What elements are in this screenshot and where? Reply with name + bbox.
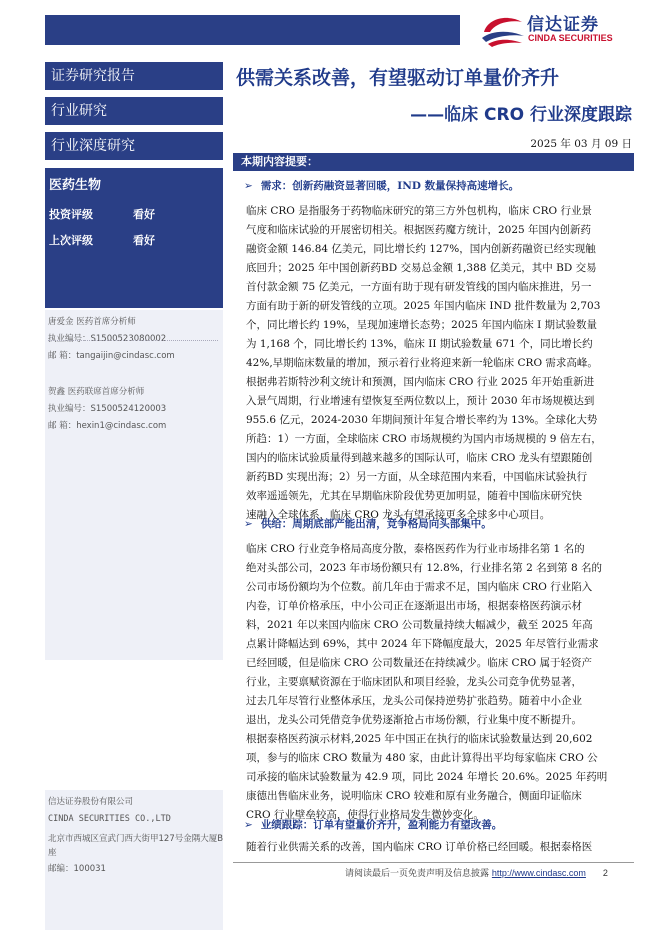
prev-rating-row — [49, 232, 155, 248]
para-line: 临床 CRO 是指服务于药物临床研究的第三方外包机构，临床 CRO 行业景 — [246, 205, 592, 217]
page-number: 2 — [602, 868, 608, 878]
divider — [48, 340, 218, 341]
rating-row — [49, 206, 155, 222]
para-line: 首付款金额 75 亿美元，一方面有助于现有研发管线的国内临床推进，另一 — [246, 281, 592, 293]
para-line: 司承接的临床试验数量为 42.9 项，同比 2024 年增长 20.6%。2025 年药明 — [246, 771, 608, 783]
para-line: 方面有助于新的研发管线的立项。2025 年国内临床 IND 批件数量为 2,703 — [246, 300, 601, 312]
para-line: 绝对头部公司，2023 年市场份额只有 12.8%，行业排名第 2 名到第 8 名的 — [246, 562, 602, 574]
para-line: 所趋：1）一方面，全球临床 CRO 市场规模约为国内市场规模的 9 倍左右， — [246, 433, 602, 445]
para-line: 国内的临床试验质量得到越来越多的国际认可，临床 CRO 龙头有望跟随创 — [246, 452, 593, 464]
para-line: 入景气周期，行业增速有望恢复至两位数以上，预计 2030 年市场规模达到 — [246, 395, 595, 407]
para-line: 行业，主要禀赋资源在于临床团队和项目经验，龙头公司竞争优势显著， — [246, 676, 582, 688]
rating-value: 看好 — [133, 208, 155, 221]
section-header: 本期内容提要： — [233, 153, 634, 171]
para-line: 955.6 亿元，2024-2030 年期间预计年复合增长率约为 13%。全球化大势 — [246, 414, 598, 426]
brand-name-en: CINDA SECURITIES — [528, 33, 613, 43]
analyst-panel — [45, 310, 223, 660]
para-line: 过去几年尽管行业整体承压，龙头公司保持逆势扩张趋势。随着中小企业 — [246, 695, 582, 707]
sector-name: 医药生物 — [49, 178, 102, 193]
paragraph — [246, 540, 630, 825]
prev-rating-value: 看好 — [133, 234, 155, 247]
analyst-email[interactable]: 邮 箱：tangaijin@cindasc.com — [48, 351, 175, 361]
footer-link[interactable]: http://www.cindasc.com — [491, 868, 586, 878]
footer-disclaimer: 请阅读最后一页免责声明及信息披露 — [345, 869, 490, 879]
para-line: 根据泰格医药演示材料,2025 年中国正在执行的临床试验数量达到 20,602 — [246, 733, 593, 745]
para-line: CRO 行业壁垒较高，使得行业格局发生微妙变化。 — [246, 809, 484, 821]
para-line: 临床 CRO 行业竞争格局高度分散，泰格医药作为行业市场排名第 1 名的 — [246, 543, 585, 555]
analyst-name: 唐爱金 医药首席分析师 — [48, 317, 136, 327]
para-line: 料，2021 年以来国内临床 CRO 公司数量持续大幅减少，截至 2025 年高 — [246, 619, 593, 631]
para-line: 已经回暖，但是临床 CRO 公司数量还在持续减少。临床 CRO 属于轻资产 — [246, 657, 592, 669]
para-line: 点累计降幅达到 69%，其中 2024 年下降幅度最大，2025 年尽管行业需求 — [246, 638, 599, 650]
company-name-cn: 信达证券股份有限公司 — [48, 797, 134, 807]
company-panel — [45, 790, 223, 930]
arrow-icon: ➢ — [244, 180, 253, 192]
para-line: 康德出售临床业务，说明临床 CRO 较难和原有业务融合，侧面印证临床 — [246, 790, 582, 802]
para-line: 效率遥遥领先，尤其在早期临床阶段优势更加明显，随着中国临床研究快 — [246, 490, 582, 502]
para-line: 新药BD 实现出海；2）另一方面，从全球范围内来看，中国临床试验执行 — [246, 471, 588, 483]
para-line: 42%,早期临床数量的增加，预示着行业将迎来新一轮临床 CRO 需求高峰。 — [246, 357, 598, 369]
report-title: 供需关系改善，有望驱动订单量价齐升 — [236, 67, 560, 89]
arrow-icon: ➢ — [244, 518, 253, 530]
company-name-en: CINDA SECURITIES CO.,LTD — [48, 814, 171, 824]
para-line: 公司市场份额均为个位数。前几年由于需求不足，国内临床 CRO 行业陷入 — [246, 581, 593, 593]
analyst-name: 贺鑫 医药联席首席分析师 — [48, 387, 145, 397]
header-banner — [45, 15, 460, 45]
subcategory-label: 行业深度研究 — [45, 132, 223, 160]
company-address: 北京市西城区宣武门西大街甲127号金隅大厦B — [48, 834, 224, 844]
bullet-heading-text: 业绩跟踪：订单有望量价齐升，盈利能力有望改善。 — [260, 819, 503, 831]
para-line: 底回升；2025 年中国创新药BD 交易总金额 1,388 亿美元，其中 BD 交易 — [246, 262, 597, 274]
footer-divider — [233, 862, 634, 863]
bullet-heading — [244, 178, 519, 193]
para-line: 融资金额 146.84 亿美元，同比增长约 127%，国内创新药融资已经实现触 — [246, 243, 596, 255]
report-date: 2025 年 03 月 09 日 — [530, 138, 632, 150]
analyst-email[interactable]: 邮 箱：hexin1@cindasc.com — [48, 421, 167, 431]
report-type-label: 证券研究报告 — [45, 62, 223, 90]
company-postcode: 邮编：100031 — [48, 864, 106, 874]
para-line: 项，参与的临床 CRO 数量为 480 家，由此计算得出平均每家临床 CRO 公 — [246, 752, 598, 764]
para-line: 速融入全球体系，临床 CRO 龙头有望承接更多全球多中心项目。 — [246, 509, 551, 521]
brand-name-cn: 信达证券 — [527, 15, 599, 35]
company-address-cont: 座 — [48, 848, 57, 858]
bullet-heading-text: 供给：周期底部产能出清，竞争格局向头部集中。 — [260, 518, 492, 530]
category-label: 行业研究 — [45, 97, 223, 125]
para-line: 气度和临床试验的开展密切相关。根据医药魔方统计，2025 年国内创新药 — [246, 224, 592, 236]
sidebar — [45, 62, 223, 915]
para-line: 随着行业供需关系的改善，国内临床 CRO 订单价格已经回暖。根据泰格医 — [246, 841, 593, 853]
para-line: 个，同比增长约 19%，呈现加速增长态势；2025 年国内临床 I 期试验数量 — [246, 319, 598, 331]
para-line: 根据弗若斯特沙利文统计和预测，国内临床 CRO 行业 2025 年开始重新进 — [246, 376, 595, 388]
report-subtitle: ——临床 CRO 行业深度跟踪 — [410, 105, 632, 125]
rating-label: 投资评级 — [49, 208, 93, 221]
analyst-cert: 执业编号：S1500524120003 — [48, 404, 167, 414]
analyst-cert: 执业编号：S1500523080002 — [48, 334, 167, 344]
para-line: 为 1,168 个，同比增长约 13%，临床 II 期试验数量 671 个，同比增长约 — [246, 338, 593, 350]
arrow-icon: ➢ — [244, 819, 253, 831]
bullet-heading — [244, 817, 502, 832]
paragraph — [246, 202, 630, 525]
bullet-heading-text: 需求：创新药融资显著回暖，IND 数量保持高速增长。 — [260, 180, 520, 192]
paragraph — [246, 838, 630, 857]
prev-rating-label: 上次评级 — [49, 234, 93, 247]
para-line: 退出，龙头公司凭借竞争优势逐渐抢占市场份额，行业集中度不断提升。 — [246, 714, 582, 726]
footer — [345, 866, 608, 879]
sector-panel — [45, 168, 223, 308]
para-line: 内卷，订单价格承压，中小公司正在逐渐退出市场，根据泰格医药演示材 — [246, 600, 582, 612]
bullet-heading — [244, 516, 492, 531]
